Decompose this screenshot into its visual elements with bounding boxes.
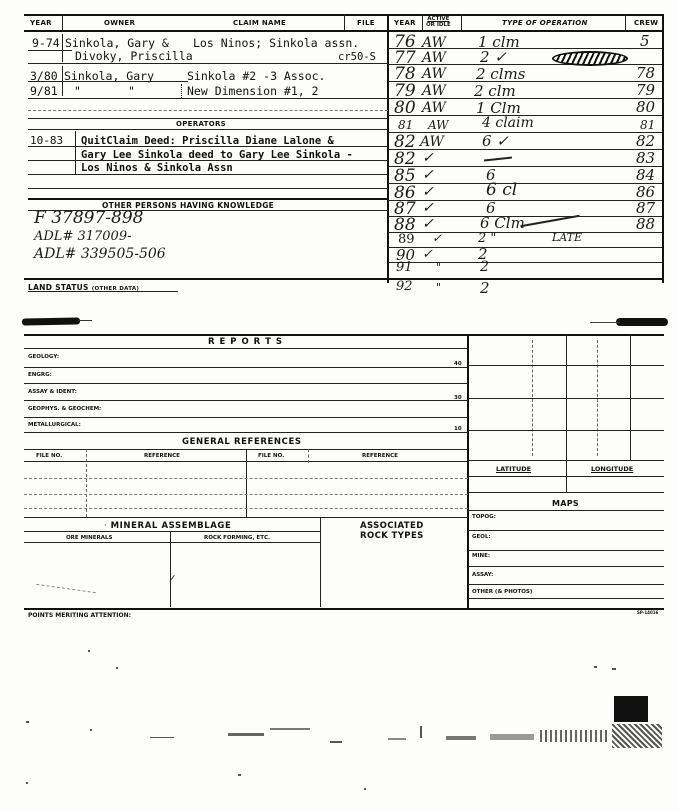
operators-date: 10-83 [30,134,64,147]
report-assay-ident: ASSAY & IDENT: [28,389,77,395]
maps-mine: MINE: [472,553,491,559]
brush-stroke-right-tail [590,322,620,323]
log-9-operation: 6 [486,166,496,184]
gr-reference-2: REFERENCE [362,453,398,459]
land-status-title: LAND STATUS (OTHER DATA) [28,283,140,292]
log-2-status: AW [422,50,446,66]
log-14-status: ✓ [422,247,433,262]
log-5-operation: 1 Clm [476,99,521,117]
log-11-crew: 87 [636,199,656,217]
log-1-operation: 1 clm [478,33,520,51]
log-6-status: AW [428,118,449,132]
header-year: YEAR [30,19,52,27]
log-3-status: AW [422,66,446,82]
log-12-crew: 88 [636,215,656,233]
header-type-of-operation: TYPE OF OPERATION [502,19,588,27]
gr-reference: REFERENCE [144,453,180,459]
log-7-operation: 6 ✓ [482,132,509,150]
log-4-operation: 2 clm [474,82,516,100]
owner-row-2-file: cr50-S [338,51,376,63]
log-6-year: 81 [398,118,414,132]
log-13-year: 89 [398,232,415,247]
operators-line-1: QuitClaim Deed: Priscilla Diane Lalone & [81,135,334,147]
report-geology-code: 40 [454,361,462,367]
header-claim-name: CLAIM NAME [233,19,287,27]
log-12-status: ✓ [422,216,434,232]
crossed-out-note [552,51,628,66]
report-geology: GEOLOGY: [28,354,60,360]
scan-blot [614,696,648,722]
log-13-note: LATE [552,231,583,244]
owner-row-1-year: 9-74 [32,36,60,50]
operators-line-3: Los Ninos & Sinkola Assn [81,162,233,174]
log-10-operation: 6 cl [486,180,518,200]
log-12-operation: 6 Clm [480,214,525,232]
header-active-or-idle: ACTIVE OR IDLE [426,16,451,28]
log-10-crew: 86 [636,183,656,201]
log-9-status: ✓ [422,167,434,183]
owner-row-4-owner: " [74,84,81,98]
report-assay-code: 30 [454,395,462,401]
brush-stroke-right [616,318,668,326]
owner-row-3-claim: Sinkola #2 -3 Assoc. [187,69,326,83]
log-11-status: ✓ [422,200,434,216]
general-references-title: GENERAL REFERENCES [182,437,302,447]
owner-row-1-owner: Sinkola, Gary & [65,36,169,50]
log-10-year: 86 [394,183,416,203]
other-person-entry-1: F 37897-898 [34,208,144,228]
log-14-operation: 2 [478,245,488,263]
points-meriting-attention: POINTS MERITING ATTENTION: [28,612,132,619]
ore-minerals-label: ORE MINERALS [66,535,113,541]
header-year-2: YEAR [394,19,416,27]
maps-other-photos: OTHER (& PHOTOS) [472,589,533,595]
log-5-crew: 80 [636,98,656,116]
log-7-status: AW [420,134,444,150]
other-person-entry-2: ADL# 317009- [34,229,132,244]
log-4-crew: 79 [636,81,656,99]
operators-title: OPERATORS [176,120,226,128]
other-person-entry-3: ADL# 339505-506 [34,246,166,262]
associated-rock-types: ASSOCIATED ROCK TYPES [360,521,424,541]
report-metallurgical: METALLURGICAL: [28,422,81,428]
owner-row-4-claim: New Dimension #1, 2 [187,84,319,98]
log-3-operation: 2 clms [476,65,526,83]
log-13-status: ✓ [432,231,443,245]
maps-topog: TOPOG: [472,514,496,520]
log-8-dash [484,157,512,162]
log-15-operation: 2 [480,259,489,275]
log-3-year: 78 [394,64,416,84]
log-9-crew: 84 [636,166,656,184]
header-owner: OWNER [104,19,136,27]
log-15-status: " [436,261,442,274]
log-11-year: 87 [394,199,416,219]
log-4-year: 79 [394,81,416,101]
owner-row-4-year: 9/81 [30,84,58,98]
maps-assay: ASSAY: [472,572,494,578]
form-number: SP-14016 [637,610,659,615]
log-8-status: ✓ [422,150,434,166]
log-1-status: AW [422,35,446,51]
owner-row-3-year: 3/80 [30,69,58,83]
reports-title: R E P O R T S [208,337,284,347]
log-7-year: 82 [394,132,416,152]
log-13-operation: 2 " [478,231,497,246]
header-crew: CREW [634,19,659,27]
owner-row-4-owner-2: " [128,84,135,98]
header-file: FILE [357,19,375,27]
report-engrg: ENGRG: [28,372,52,378]
log-7-crew: 82 [636,132,656,150]
rock-forming-label: ROCK FORMING, ETC. [204,535,271,541]
log-12-year: 88 [394,215,416,235]
log-5-status: AW [422,100,446,116]
gr-file-no-2: FILE NO. [258,453,285,459]
log-16-year: 92 [396,279,413,294]
log-3-crew: 78 [636,64,656,82]
log-8-year: 82 [394,149,416,169]
log-1-crew: 5 [640,32,650,50]
log-16-status: " [436,281,442,294]
report-metallurgical-code: 10 [454,426,462,432]
log-8-crew: 83 [636,149,656,167]
log-9-year: 85 [394,166,416,186]
log-1-year: 76 [394,32,416,52]
latitude-label: LATITUDE [496,465,532,473]
log-10-status: ✓ [422,184,434,200]
log-15-year: 91 [396,260,413,275]
log-6-operation: 4 claim [482,115,534,131]
maps-title: MAPS [552,499,579,508]
owner-row-2-owner: Divoky, Priscilla [75,49,193,63]
log-5-year: 80 [394,98,416,118]
log-6-crew: 81 [640,118,656,132]
log-2-year: 77 [394,48,416,68]
brush-stroke-left-tail [78,320,92,321]
owner-row-1-claim: Los Ninos; Sinkola assn. [193,36,360,50]
log-14-year: 90 [396,246,416,264]
gr-file-no: FILE NO. [36,453,63,459]
log-4-status: AW [422,83,446,99]
log-16-operation: 2 [480,279,490,297]
other-persons-title: OTHER PERSONS HAVING KNOWLEDGE [102,201,275,210]
log-11-operation: 6 [486,199,496,217]
log-2-operation: 2 ✓ [480,48,507,66]
pencil-mark-2 [36,584,96,593]
report-geophys-geochem: GEOPHYS. & GEOCHEM: [28,406,102,412]
maps-geol: GEOL: [472,534,491,540]
longitude-label: LONGITUDE [591,465,634,473]
brush-stroke-left [22,317,80,325]
operators-line-2: Gary Lee Sinkola deed to Gary Lee Sinkola - [81,149,353,161]
mineral-assemblage-title: · MINERAL ASSEMBLAGE [104,521,232,531]
owner-row-3-owner: Sinkola, Gary [64,69,155,83]
